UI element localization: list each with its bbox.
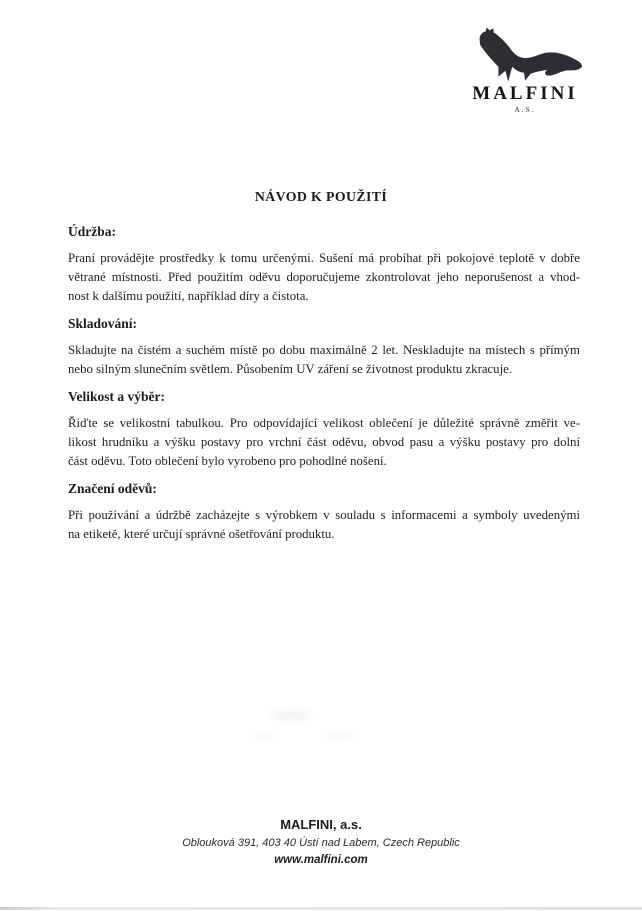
section-heading-velikost-a-vyber: Velikost a výběr: xyxy=(68,389,165,404)
paragraph-line: na etiketě, které určují správné ošetřování produktu. xyxy=(68,527,335,541)
section-heading-znaceni-odevu: Značení oděvů: xyxy=(68,481,157,496)
paragraph-line: likost hrudníku a výšku postavy pro vrchní část oděvu, obvod pasu a výšku postavy pro dolní xyxy=(68,435,580,449)
paragraph-line: část oděvu. Toto oblečení bylo vyrobeno pro pohodlné nošení. xyxy=(68,454,387,468)
section-velikost-a-vyber xyxy=(68,387,580,471)
section-znaceni-odevu xyxy=(68,479,580,544)
scan-smudge-artifact xyxy=(243,697,408,755)
logo-suffix-text: A.S. xyxy=(514,105,536,114)
section-udrzba xyxy=(68,222,580,306)
section-paragraph-udrzba xyxy=(68,249,580,306)
section-paragraph-znaceni-odevu xyxy=(68,506,580,544)
document-title: NÁVOD K POUŽITÍ xyxy=(254,189,388,204)
paragraph-line: Skladujte na čistém a suchém místě po dobu maximálně 2 let. Neskladujte na místech s přímým xyxy=(68,343,580,357)
marten-silhouette-icon xyxy=(462,26,588,82)
scan-edge-line xyxy=(0,907,642,910)
paragraph-line: větrané místnosti. Před použitím oděvu doporučujeme zkontrolovat jeho neporušenost a vhod- xyxy=(68,270,580,284)
document-sections xyxy=(68,214,580,544)
logo-brand-text: MALFINI xyxy=(472,83,578,104)
section-heading-skladovani: Skladování: xyxy=(68,316,138,331)
section-heading-udrzba: Údržba: xyxy=(68,224,116,239)
footer-company-name: MALFINI, a.s. xyxy=(280,817,362,832)
paragraph-line: Praní provádějte prostředky k tomu určenými. Sušení má probíhat při pokojové teplotě v dobře xyxy=(68,251,580,265)
paragraph-line: Řiďte se velikostní tabulkou. Pro odpovídající velikost oblečení je důležité správně změřit ve- xyxy=(68,416,580,430)
section-paragraph-skladovani xyxy=(68,341,580,379)
paragraph-line: Při používání a údržbě zacházejte s výrobkem v souladu s informacemi a symboly uvedenými xyxy=(68,508,580,522)
document-footer xyxy=(0,816,642,867)
paragraph-line: nost k dalšímu použití, například díry a čistota. xyxy=(68,289,309,303)
malfini-logo xyxy=(462,26,588,114)
footer-address: Oblouková 391, 403 40 Ústí nad Labem, Czech Republic xyxy=(182,837,460,849)
paragraph-line: nebo silným slunečním světlem. Působením UV záření se životnost produktu zkracuje. xyxy=(68,362,513,376)
section-paragraph-velikost-a-vyber xyxy=(68,414,580,471)
section-skladovani xyxy=(68,314,580,379)
footer-website: www.malfini.com xyxy=(274,854,368,866)
